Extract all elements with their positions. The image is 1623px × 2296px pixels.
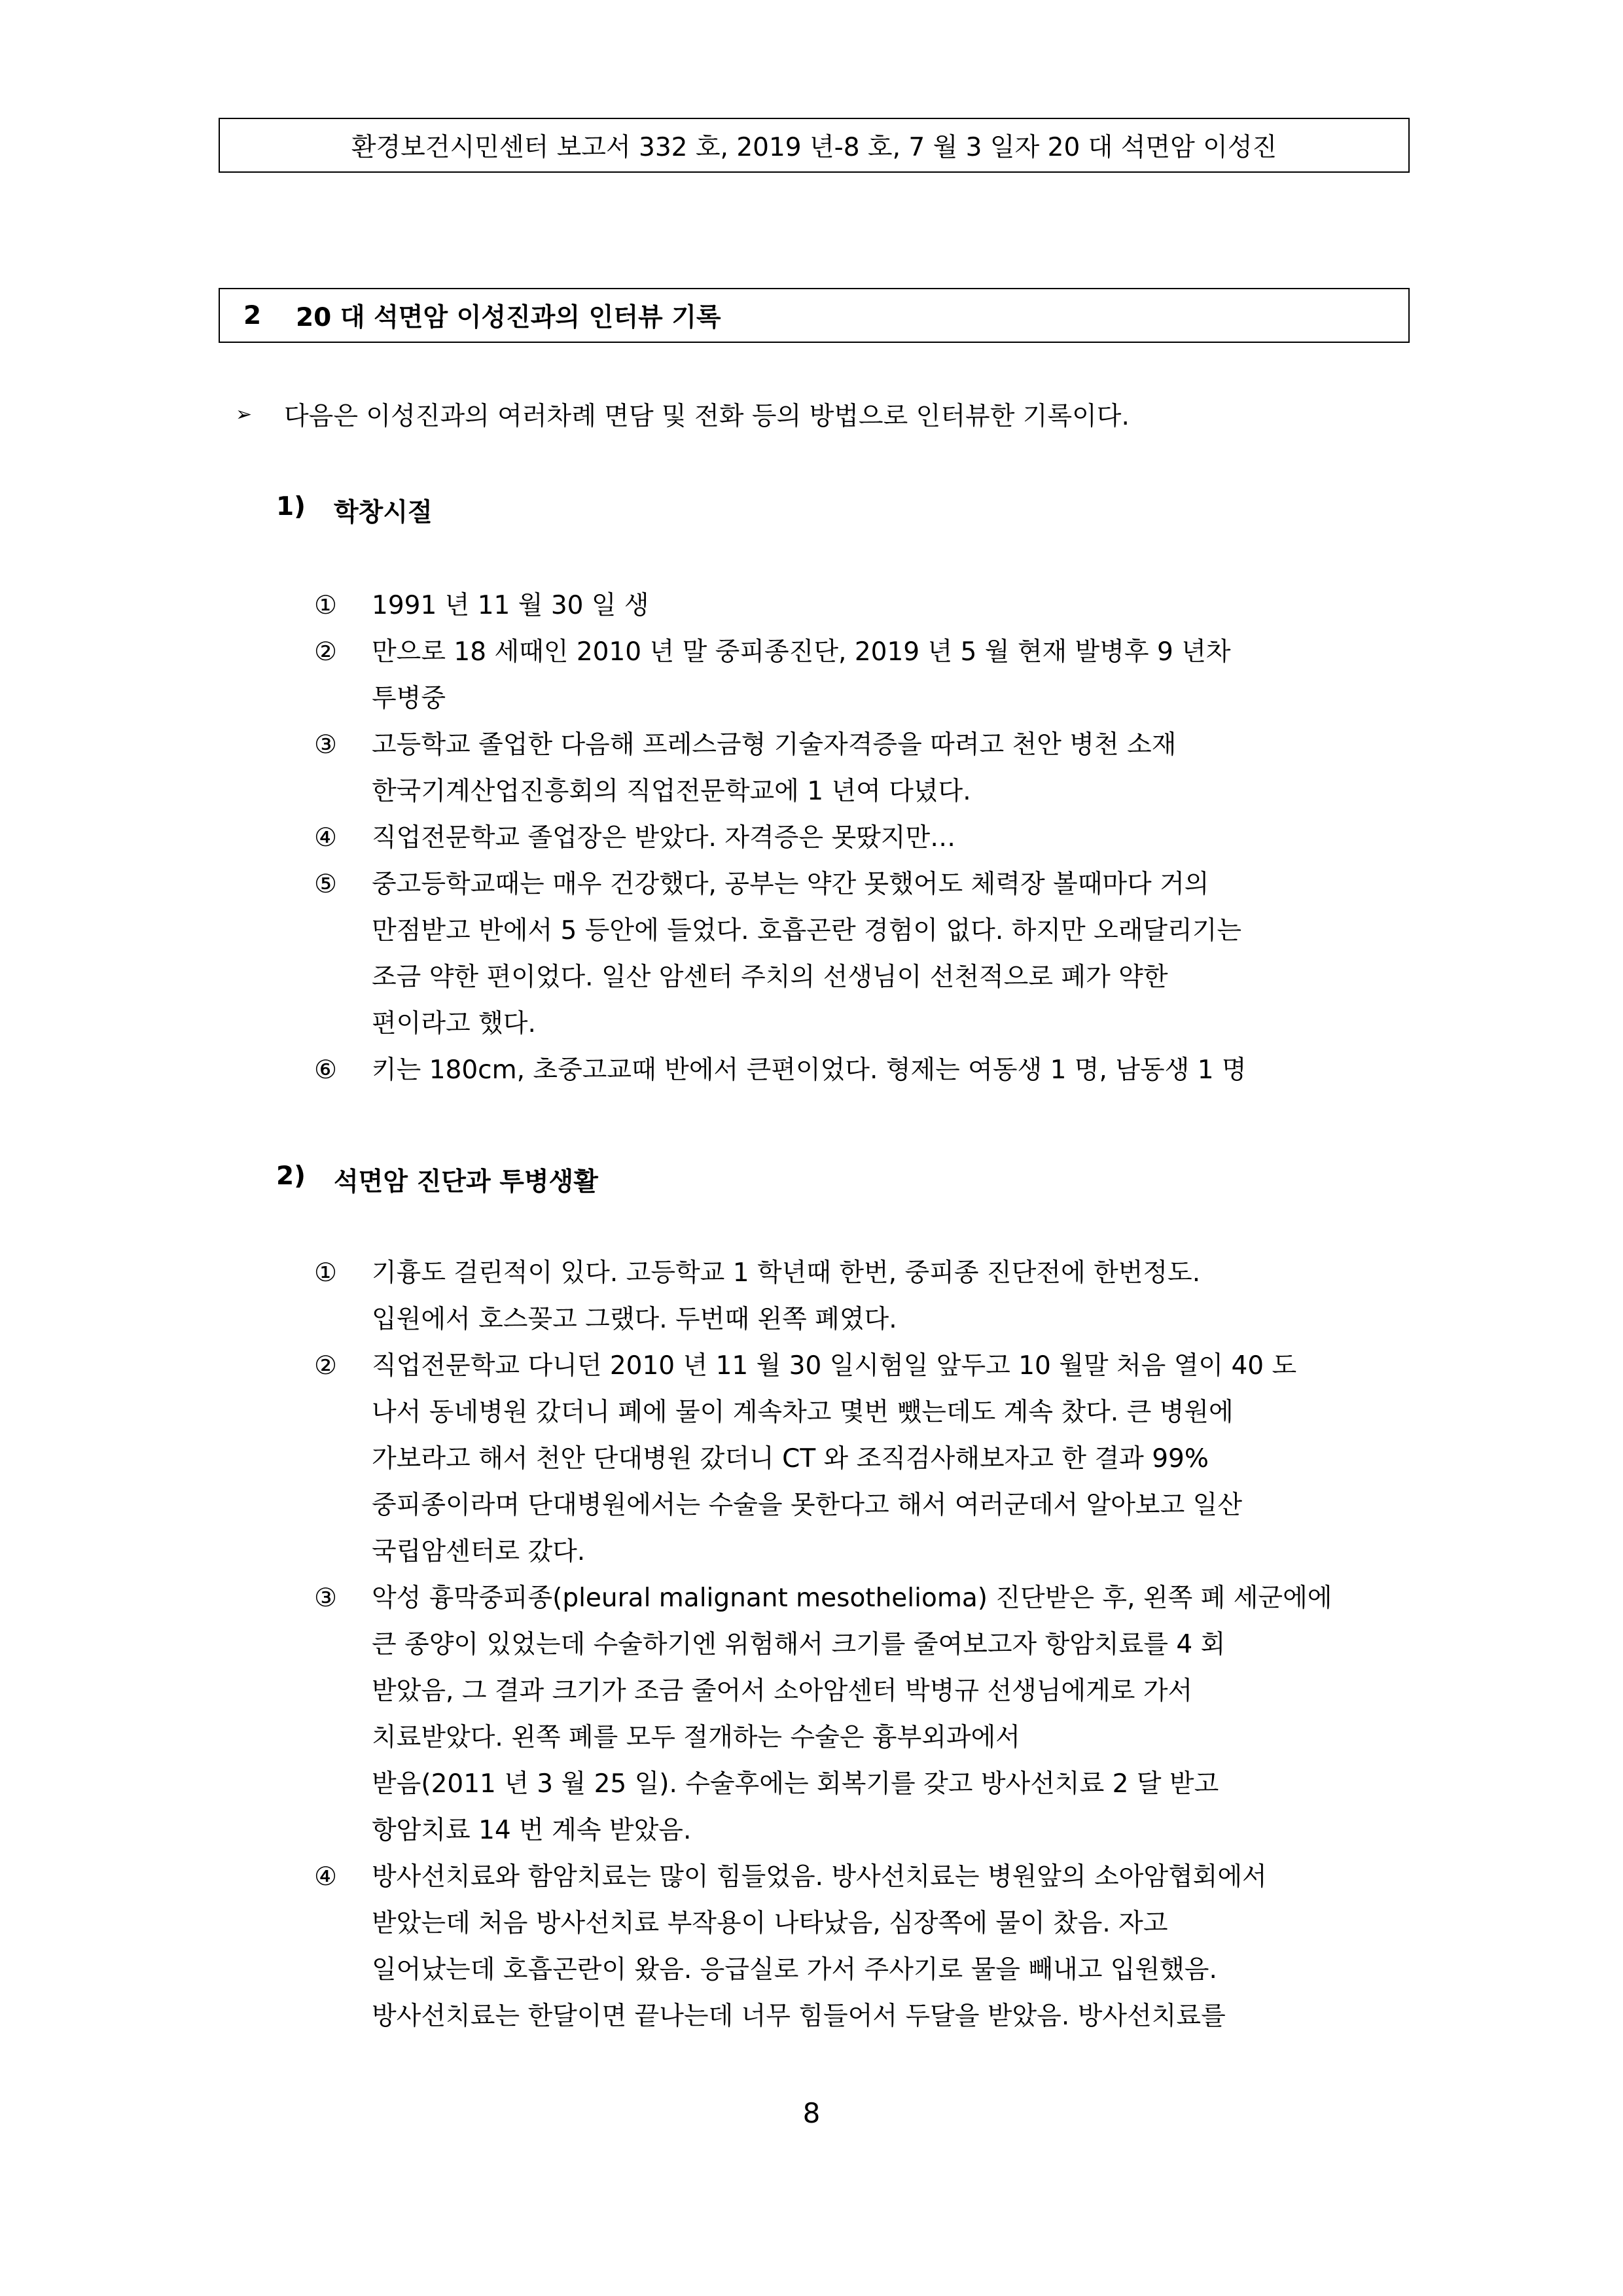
list-item-line: 1991 년 11 월 30 일 생 — [372, 591, 649, 620]
list-item-line: 국립암센터로 갔다. — [372, 1537, 586, 1566]
subsection-heading-2 — [276, 1161, 598, 1198]
list-marker: ① — [314, 591, 337, 620]
list-item-line: 치료받았다. 왼쪽 폐를 모두 절개하는 수술은 흉부외과에서 — [372, 1723, 1020, 1752]
list-marker: ② — [314, 1351, 337, 1381]
list-item-line: 받았는데 처음 방사선치료 부작용이 나타났음, 심장쪽에 물이 찼음. 자고 — [372, 1909, 1168, 1938]
page-number: 8 — [802, 2097, 821, 2129]
report-header-box — [219, 118, 1410, 173]
list-item-line: 가보라고 해서 천안 단대병원 갔더니 CT 와 조직검사해보자고 한 결과 99% — [372, 1444, 1209, 1474]
list-item-line: 고등학교 졸업한 다음해 프레스금형 기술자격증을 따려고 천안 병천 소재 — [372, 730, 1177, 760]
list-item — [314, 582, 1414, 629]
report-header-text: 환경보건시민센터 보고서 332 호, 2019 년-8 호, 7 월 3 일자 20 대 석면암 이성진 — [351, 133, 1277, 162]
list-marker: ③ — [314, 1583, 337, 1613]
list-item — [314, 1343, 1414, 1575]
list-item-line: 항암치료 14 번 계속 받았음. — [372, 1816, 692, 1845]
list-item-line: 만으로 18 세때인 2010 년 말 중피종진단, 2019 년 5 월 현재 발병후 9 년차 — [372, 637, 1231, 667]
list-item-line: 일어났는데 호흡곤란이 왔음. 응급실로 가서 주사기로 물을 빼내고 입원했음. — [372, 1955, 1217, 1985]
list-item-line: 받음(2011 년 3 월 25 일). 수술후에는 회복기를 갖고 방사선치료 2 달 받고 — [372, 1769, 1219, 1799]
list-marker: ③ — [314, 730, 337, 760]
list-marker: ⑤ — [314, 870, 337, 899]
list-item-line: 만점받고 반에서 5 등안에 들었다. 호흡곤란 경험이 없다. 하지만 오래달리기는 — [372, 916, 1242, 945]
section-title-box — [219, 288, 1410, 343]
intro-paragraph — [236, 396, 1130, 433]
list-item — [314, 1047, 1414, 1093]
list-item-line: 나서 동네병원 갔더니 폐에 물이 계속차고 몇번 뺐는데도 계속 찼다. 큰 병원에 — [372, 1398, 1234, 1427]
list-item-line: 악성 흉막중피종(pleural malignant mesothelioma) 진단받은 후, 왼쪽 폐 세군에에 — [372, 1583, 1332, 1613]
intro-text: 다음은 이성진과의 여러차례 면담 및 전화 등의 방법으로 인터뷰한 기록이다. — [284, 402, 1130, 431]
list-item-line: 직업전문학교 졸업장은 받았다. 자격증은 못땄지만… — [372, 823, 956, 853]
list-item-line: 키는 180cm, 초중고교때 반에서 큰편이었다. 형제는 여동생 1 명, 남동생 1 명 — [372, 1055, 1247, 1085]
list-item-line: 방사선치료는 한달이면 끝나는데 너무 힘들어서 두달을 받았음. 방사선치료를 — [372, 2002, 1226, 2031]
list-item-line: 방사선치료와 함암치료는 많이 힘들었음. 방사선치료는 병원앞의 소아암협회에서 — [372, 1862, 1267, 1892]
subsection-1-list — [314, 582, 1414, 1093]
list-marker: ② — [314, 637, 337, 667]
list-marker: ④ — [314, 1862, 337, 1892]
list-item-line: 투병중 — [372, 684, 446, 713]
list-item-line: 편이라고 했다. — [372, 1009, 536, 1038]
list-item-line: 한국기계산업진흥회의 직업전문학교에 1 년여 다녔다. — [372, 777, 971, 806]
list-marker: ① — [314, 1258, 337, 1288]
list-marker: ⑥ — [314, 1055, 337, 1085]
list-marker: ④ — [314, 823, 337, 853]
list-item — [314, 1854, 1414, 2040]
subsection-title: 학창시절 — [334, 498, 433, 527]
list-item — [314, 1575, 1414, 1854]
list-item-line: 기흉도 걸린적이 있다. 고등학교 1 학년때 한번, 중피종 진단전에 한번정도. — [372, 1258, 1201, 1288]
subsection-2-list — [314, 1250, 1414, 2040]
list-item-line: 받았음, 그 결과 크기가 조금 줄어서 소아암센터 박병규 선생님에게로 가서 — [372, 1676, 1193, 1706]
section-number: 2 — [243, 300, 262, 330]
subsection-number: 2) — [276, 1161, 306, 1191]
list-item — [314, 722, 1414, 815]
list-item-line: 직업전문학교 다니던 2010 년 11 월 30 일시험일 앞두고 10 월말 처음 열이 40 도 — [372, 1351, 1297, 1381]
section-title: 20 대 석면암 이성진과의 인터뷰 기록 — [296, 303, 721, 332]
subsection-number: 1) — [276, 492, 306, 521]
list-item-line: 큰 종양이 있었는데 수술하기엔 위험해서 크기를 줄여보고자 항암치료를 4 회 — [372, 1630, 1226, 1659]
list-item — [314, 861, 1414, 1047]
list-item-line: 입원에서 호스꽂고 그랬다. 두번때 왼쪽 폐였다. — [372, 1305, 897, 1334]
list-item-line: 중피종이라며 단대병원에서는 수술을 못한다고 해서 여러군데서 알아보고 일산 — [372, 1491, 1243, 1520]
list-item-line: 중고등학교때는 매우 건강했다, 공부는 약간 못했어도 체력장 볼때마다 거의 — [372, 870, 1209, 899]
arrow-bullet-icon: ➢ — [236, 402, 253, 426]
subsection-heading-1 — [276, 492, 433, 529]
list-item — [314, 629, 1414, 722]
list-item — [314, 815, 1414, 861]
list-item-line: 조금 약한 편이었다. 일산 암센터 주치의 선생님이 선천적으로 폐가 약한 — [372, 963, 1168, 992]
subsection-title: 석면암 진단과 투병생활 — [334, 1167, 598, 1197]
list-item — [314, 1250, 1414, 1343]
